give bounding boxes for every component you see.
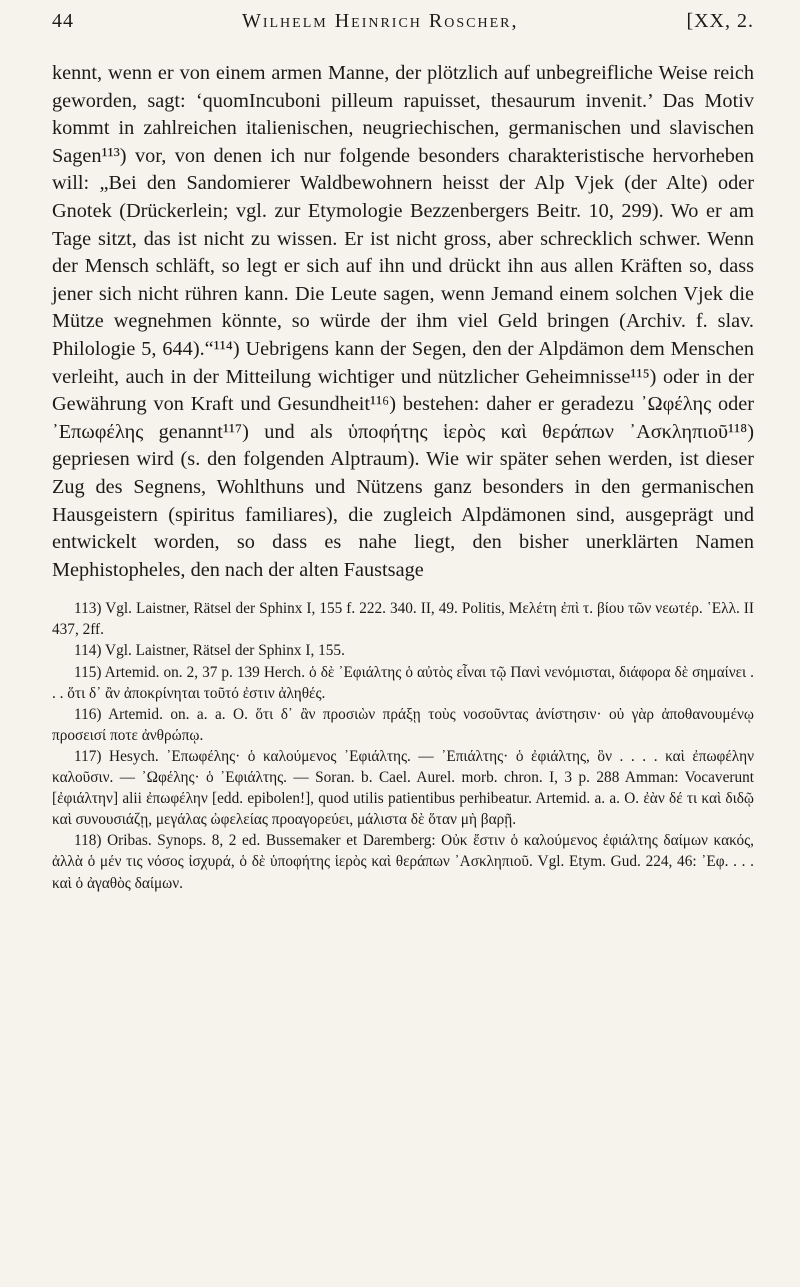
footnote-117: 117) Hesych. ᾿Επωφέλης· ὁ καλούμενος ᾿Εφιάλτης. — ᾿Επιάλτης· ὁ ἐφιάλτης, ὃν . . . . καὶ ἐπωφέλην καλοῦσιν. — ᾿Ωφέλης· ὁ ᾿Εφιάλτης. — Soran. b. Cael. Aurel. morb. chron. I, 3 p. 288 Amman: Vocaverunt [ἐφιάλτην] alii ἐπωφέλην [edd. epibolen!], quod utilis patientibus perhibeatur. Artemid. a. a. O. ἐὰν δέ τι καὶ διδῷ καὶ συνουσιάζῃ, μεγάλας ὠφελείας προαγορεύει, μάλιστα δὲ ὅταν μὴ βαρῇ. xyxy=(52,747,755,829)
footnote-118: 118) Oribas. Synops. 8, 2 ed. Bussemaker et Daremberg: Οὐκ ἔστιν ὁ καλούμενος ἐφιάλτης δαίμων κακός, ἀλλὰ ὁ μέν τις νόσος ἰσχυρά, ὁ δὲ ὑποφήτης ἱερὸς καὶ θεράπων ᾿Ασκληπιοῦ. Vgl. Etym. Gud. 224, 46: ᾿Εφ. . . . καὶ ὁ ἀγαθὸς δαίμων. xyxy=(52,832,754,892)
running-title: Wilhelm Heinrich Roscher, xyxy=(241,10,519,32)
footnote-115: 115) Artemid. on. 2, 37 p. 139 Herch. ὁ δὲ ᾿Εφιάλτης ὁ αὐτὸς εἶναι τῷ Πανὶ νενόμισται, διάφορα δὲ σημαίνει . . . ὅτι δ᾿ ἂν ἀποκρίνηται τοῦτό ἐστιν ἀληθές. xyxy=(52,663,754,702)
footnote-116: 116) Artemid. on. a. a. O. ὅτι δ᾿ ἂν προσιὼν πράξῃ τοὺς νοσοῦντας ἀνίστησιν· οὐ γὰρ ἀποθανουμένῳ προσεισί ποτε ἀνθρώπῳ. xyxy=(52,705,754,744)
footnotes xyxy=(52,598,754,893)
footnote-113: 113) Vgl. Laistner, Rätsel der Sphinx I, 155 f. 222. 340. II, 49. Politis, Μελέτη ἐπὶ τ. βίου τῶν νεωτέρ. ῾Ελλ. II 437, 2ff. xyxy=(52,600,754,639)
page-number: 44 xyxy=(52,10,74,32)
body-paragraph: kennt, wenn er von einem armen Manne, der plötzlich auf unbegreifliche Weise reich geworden, sagt: ‘quomIncuboni pilleum rapuisset, thesaurum invenit.’ Das Motiv kommt in zahlreichen italienischen, neugriechischen, germanischen und slavischen Sagen¹¹³) vor, von denen ich nur folgende besonders charakteristische hervorheben will: „Bei den Sandomierer Waldbewohnern heisst der Alp Vjek (der Alte) oder Gnotek (Drückerlein; vgl. zur Etymologie Bezzenbergers Beitr. 10, 299). Wo er am Tage sitzt, das ist nicht zu wissen. Er ist nicht gross, aber schrecklich schwer. Wenn der Mensch schläft, so legt er sich auf ihn und drückt ihn aus allen Kräften so, dass jener sich nicht rühren kann. Die Leute sagen, wenn Jemand einem solchen Vjek die Mütze wegnehmen könnte, so würde der ihm viel Geld bringen (Archiv. f. slav. Philologie 5, 644).“¹¹⁴) Uebrigens kann der Segen, den der Alpdämon dem Menschen verleiht, auch in der Mitteilung wichtiger und nützlicher Geheimnisse¹¹⁵) oder in der Gewährung von Kraft und Gesundheit¹¹⁶) bestehen: daher er geradezu ᾿Ωφέλης oder ᾿Επωφέλης genannt¹¹⁷) und als ὑποφήτης ἱερὸς καὶ θεράπων ᾿Ασκληπιοῦ¹¹⁸) gepriesen wird (s. den folgenden Alptraum). Wie wir später sehen werden, ist dieser Zug des Segnens, Wohlthuns und Nützens ganz besonders in den germanischen Hausgeistern (spiritus familiares), die zugleich Alpdämonen sind, ausgeprägt und entwickelt worden, so dass es nahe liegt, den bisher unerklärten Namen Mephistopheles, den nach der alten Faustsage xyxy=(52,62,754,581)
footnote-114: 114) Vgl. Laistner, Rätsel der Sphinx I, 155. xyxy=(74,642,345,660)
main-text xyxy=(52,60,754,584)
section-marker: [XX, 2. xyxy=(686,10,754,32)
running-header xyxy=(52,10,754,44)
